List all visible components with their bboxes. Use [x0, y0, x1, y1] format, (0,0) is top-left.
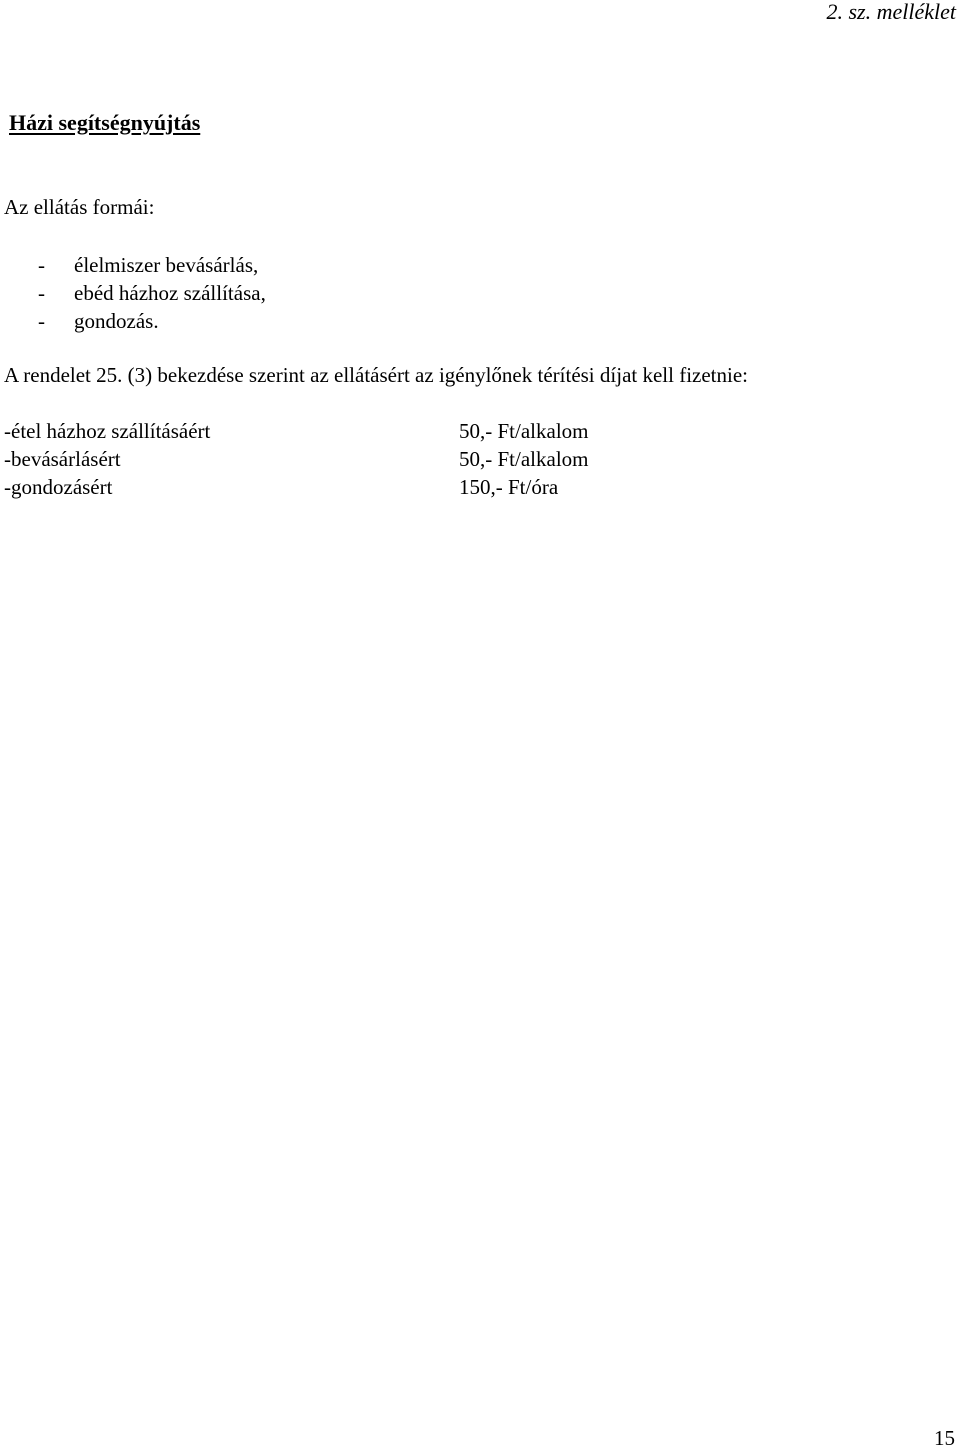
fee-value: 50,- Ft/alkalom: [459, 419, 589, 443]
forms-heading: Az ellátás formái:: [4, 195, 155, 219]
list-item-text: gondozás.: [74, 309, 159, 333]
fee-value: 150,- Ft/óra: [459, 475, 559, 499]
list-item: [38, 311, 159, 332]
list-item: [38, 283, 266, 304]
list-dash: -: [38, 309, 45, 333]
list-item-text: élelmiszer bevásárlás,: [74, 253, 259, 277]
fee-label: -étel házhoz szállításáért: [4, 419, 211, 443]
annex-label: 2. sz. melléklet: [826, 0, 956, 24]
regulation-paragraph: A rendelet 25. (3) bekezdése szerint az ellátásért az igénylőnek térítési díjat kell fizetnie:: [4, 363, 749, 387]
fee-label: -gondozásért: [4, 475, 113, 499]
list-dash: -: [38, 253, 45, 277]
list-item: [38, 255, 258, 276]
list-item-text: ebéd házhoz szállítása,: [74, 281, 266, 305]
fee-label: -bevásárlásért: [4, 447, 121, 471]
document-title: Házi segítségnyújtás: [9, 110, 201, 135]
list-dash: -: [38, 281, 45, 305]
page-number: 15: [934, 1426, 955, 1450]
fee-value: 50,- Ft/alkalom: [459, 447, 589, 471]
